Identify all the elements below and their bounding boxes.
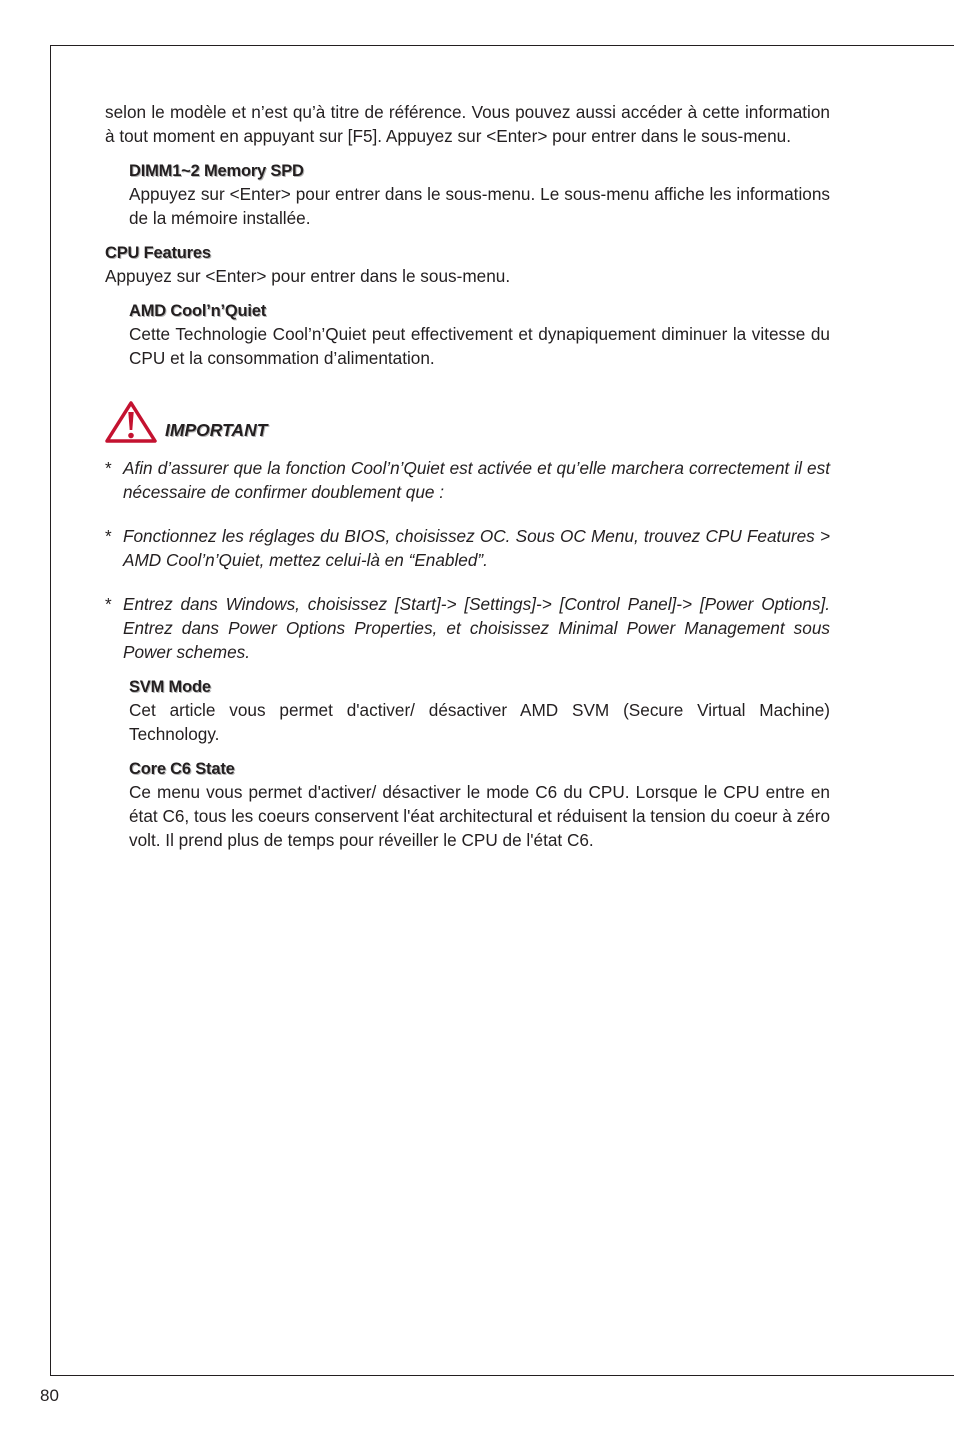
bullet-asterisk: * [105,594,112,614]
important-bullet-1 [105,456,830,504]
c6-text: Ce menu vous permet d'activer/ désactiver le mode C6 du CPU. Lorsque le CPU entre en état C6, tous les coeurs conservent l'éat architectural et réduisent la tension du coeur à zéro volt. Il prend plus de temps pour réveiller le CPU de l'état C6. [129,782,830,850]
important-bullet-text: Entrez dans Windows, choisissez [Start]-> [Settings]-> [Control Panel]-> [Power Options]. Entrez dans Power Options Properties, et choisissez Minimal Power Management sous Power schemes. [123,594,830,662]
manual-content [105,100,830,852]
bullet-asterisk: * [105,526,112,546]
intro-paragraph: selon le modèle et n’est qu’à titre de référence. Vous pouvez aussi accéder à cette information à tout moment en appuyant sur [F5]. Appuyez sur <Enter> pour entrer dans le sous-menu. [105,102,830,146]
svm-text: Cet article vous permet d'activer/ désactiver AMD SVM (Secure Virtual Machine) Technology. [129,700,830,744]
important-bullet-3 [105,592,830,664]
section-dimm-memory-spd [129,160,830,230]
svm-heading: SVM Mode [129,678,211,696]
c6-heading: Core C6 State [129,760,235,778]
important-bullet-text: Fonctionnez les réglages du BIOS, choisissez OC. Sous OC Menu, trouvez CPU Features > AMD Cool’n’Quiet, mettez celui-là en “Enabled”. [123,526,830,570]
section-cool-n-quiet [129,300,830,370]
page-frame-top-rule [50,45,954,46]
important-notice-header [105,400,830,444]
page-number: 80 [40,1386,59,1405]
warning-triangle-icon [105,400,157,444]
section-core-c6-state [129,758,830,852]
cpu-features-text: Appuyez sur <Enter> pour entrer dans le sous-menu. [105,266,511,286]
dimm-heading: DIMM1~2 Memory SPD [129,162,304,180]
page-frame-bottom-rule [50,1375,954,1376]
section-cpu-features [105,242,830,288]
important-bullet-2 [105,524,830,572]
important-label: IMPORTANT [165,420,268,440]
cool-n-quiet-text: Cette Technologie Cool’n’Quiet peut effectivement et dynapiquement diminuer la vitesse du CPU et la consommation d’alimentation. [129,324,830,368]
important-bullet-text: Afin d’assurer que la fonction Cool’n’Quiet est activée et qu’elle marchera correctement il est nécessaire de confirmer doublement que : [123,458,830,502]
bullet-asterisk: * [105,458,112,478]
page-frame-left-rule [50,45,51,1375]
cool-n-quiet-heading: AMD Cool’n’Quiet [129,302,267,320]
dimm-text: Appuyez sur <Enter> pour entrer dans le sous-menu. Le sous-menu affiche les informations de la mémoire installée. [129,184,830,228]
section-svm-mode [129,676,830,746]
cpu-features-heading: CPU Features [105,244,211,262]
